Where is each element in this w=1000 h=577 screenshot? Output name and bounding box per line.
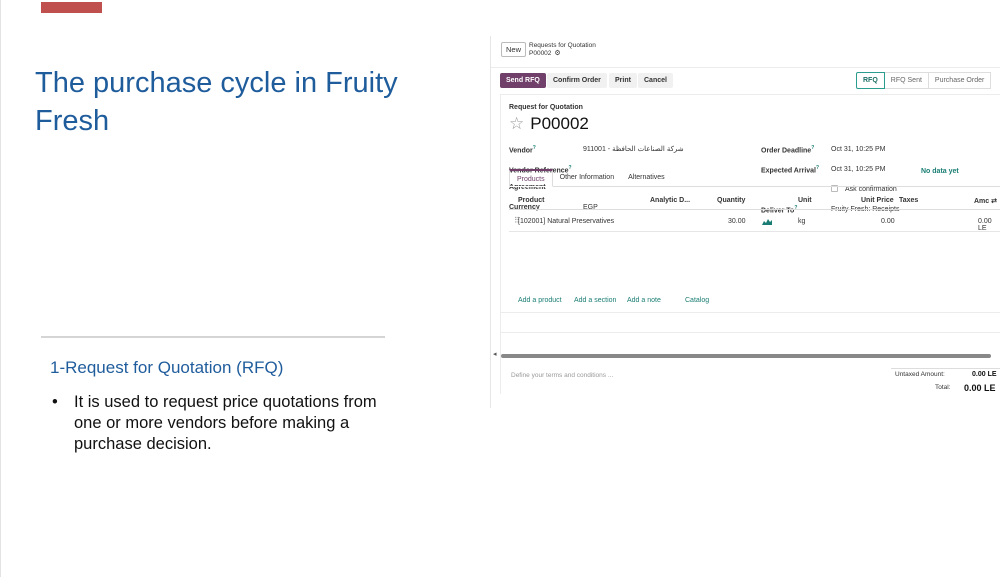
total-value: 0.00 LE xyxy=(964,383,996,393)
column-amount: Amc ⇄ xyxy=(974,198,998,205)
table-row[interactable] xyxy=(509,212,1000,232)
breadcrumb-record xyxy=(529,50,596,58)
slide-subtitle: 1-Request for Quotation (RFQ) xyxy=(50,358,284,377)
column-unit-price: Unit Price xyxy=(861,197,894,204)
star-icon[interactable]: ☆ xyxy=(509,114,525,133)
horizontal-scrollbar[interactable] xyxy=(501,354,991,358)
bullet-dot: • xyxy=(52,393,58,411)
scroll-left-icon[interactable]: ◂ xyxy=(493,351,497,358)
forecast-chart-icon[interactable] xyxy=(762,218,772,225)
drag-handle-icon[interactable]: ⠿ xyxy=(514,216,520,225)
add-section-link[interactable]: Add a section xyxy=(574,297,617,304)
record-name: P00002 xyxy=(530,114,589,133)
stage-purchase-order[interactable]: Purchase Order xyxy=(929,72,991,89)
order-deadline-label: Order Deadline? xyxy=(761,145,815,155)
tab-products[interactable]: Products xyxy=(509,169,553,187)
column-taxes: Taxes xyxy=(899,197,919,204)
no-data-badge: No data yet xyxy=(921,168,959,175)
column-analytic: Analytic D... xyxy=(650,197,691,204)
status-bar xyxy=(856,72,1000,89)
currency-label: Currency xyxy=(509,204,540,211)
totals-divider xyxy=(891,368,1000,369)
deliver-to-label: Deliver To? xyxy=(761,205,798,215)
column-settings-icon[interactable]: ⇄ xyxy=(991,198,998,205)
breadcrumb xyxy=(529,42,596,58)
cancel-button[interactable]: Cancel xyxy=(638,73,673,88)
new-button[interactable]: New xyxy=(501,42,526,57)
odoo-rfq-screenshot xyxy=(490,36,1000,408)
gear-icon[interactable]: ⚙ xyxy=(554,50,561,57)
stage-rfq[interactable]: RFQ xyxy=(856,72,885,89)
expected-arrival-field[interactable]: Oct 31, 10:25 PM xyxy=(831,166,886,173)
vendor-reference-label: Vendor Reference? xyxy=(509,165,572,175)
action-bar xyxy=(491,72,1000,92)
column-unit: Unit xyxy=(798,197,812,204)
table-header xyxy=(509,194,1000,210)
tab-other-information[interactable]: Other Information xyxy=(559,174,615,181)
divider xyxy=(41,336,385,338)
untaxed-amount-value: 0.00 LE xyxy=(972,371,997,378)
deliver-to-field[interactable]: Fruity Fresh: Receipts xyxy=(831,206,900,213)
vendor-field[interactable]: 911001 - شركة الصناعات الحافظة xyxy=(583,146,684,153)
row-amount: 0.00 LE xyxy=(978,218,992,232)
untaxed-amount-label: Untaxed Amount: xyxy=(895,371,945,378)
accent-bar xyxy=(41,2,102,13)
breadcrumb-parent[interactable]: Requests for Quotation xyxy=(529,42,596,49)
stage-rfq-sent[interactable]: RFQ Sent xyxy=(885,72,929,89)
column-product: Product xyxy=(518,197,545,204)
terms-input[interactable]: Define your terms and conditions ... xyxy=(511,372,614,379)
agreement-label: Agreement xyxy=(509,184,546,191)
catalog-link[interactable]: Catalog xyxy=(685,297,710,304)
total-label: Total: xyxy=(935,384,951,391)
ask-confirmation-label: Ask confirmation xyxy=(845,186,897,193)
row-unit-price[interactable]: 0.00 xyxy=(881,218,895,225)
breadcrumb-record-ref: P00002 xyxy=(529,50,552,57)
row-product[interactable]: [102001] Natural Preservatives xyxy=(518,218,615,225)
send-rfq-button[interactable]: Send RFQ xyxy=(500,73,546,88)
add-note-link[interactable]: Add a note xyxy=(627,297,661,304)
column-quantity: Quantity xyxy=(717,197,746,204)
currency-field[interactable]: EGP xyxy=(583,204,598,211)
print-button[interactable]: Print xyxy=(609,73,637,88)
top-bar xyxy=(491,36,1000,68)
row-separator xyxy=(500,332,1000,333)
slide-border xyxy=(0,0,1,577)
bullet-text: It is used to request price quotations from one or more vendors before making a purchase decision. xyxy=(74,393,377,453)
expected-arrival-label: Expected Arrival? xyxy=(761,165,820,175)
confirm-order-button[interactable]: Confirm Order xyxy=(547,73,607,88)
order-deadline-field[interactable]: Oct 31, 10:25 PM xyxy=(831,146,886,153)
slide-title: The purchase cycle in Fruity Fresh xyxy=(35,67,398,137)
row-quantity[interactable]: 30.00 xyxy=(728,218,746,225)
tab-alternatives[interactable]: Alternatives xyxy=(628,174,665,181)
row-unit[interactable]: kg xyxy=(798,218,806,225)
row-separator xyxy=(500,312,1000,313)
bullet-item xyxy=(50,392,390,455)
add-product-link[interactable]: Add a product xyxy=(518,297,562,304)
record-title xyxy=(509,114,589,134)
vendor-label: Vendor? xyxy=(509,145,536,155)
form-sheet xyxy=(500,94,1000,394)
form-heading: Request for Quotation xyxy=(509,104,583,111)
notebook-tabs xyxy=(509,169,1000,187)
